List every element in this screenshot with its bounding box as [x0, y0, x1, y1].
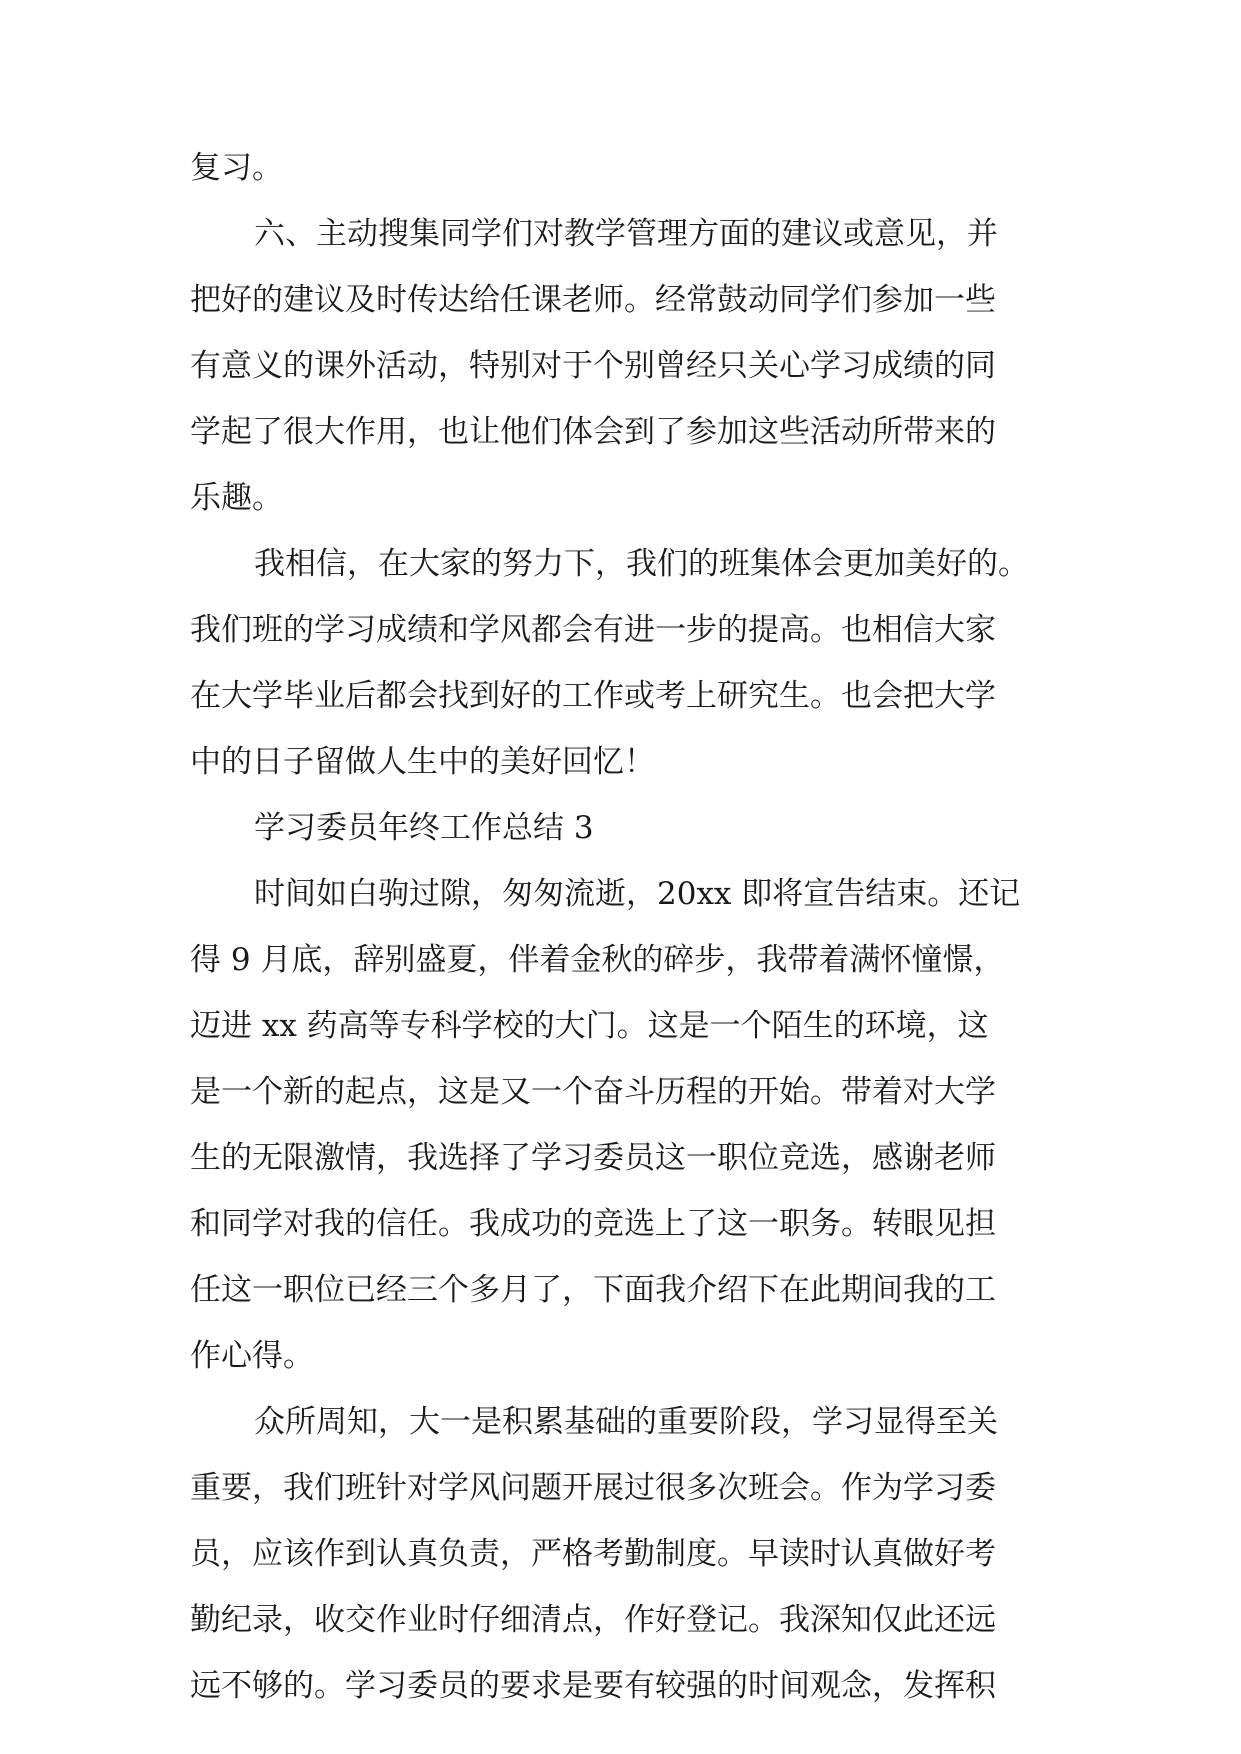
text-line: 远不够的。学习委员的要求是要有较强的时间观念，发挥积 — [190, 1668, 996, 1704]
text-line: 时间如白驹过隙，匆匆流逝，20xx 即将宣告结束。还记 — [254, 876, 1021, 912]
text-line: 重要，我们班针对学风问题开展过很多次班会。作为学习委 — [190, 1470, 996, 1506]
text-line: 我相信，在大家的努力下，我们的班集体会更加美好的。 — [254, 546, 1029, 582]
text-line: 是一个新的起点，这是又一个奋斗历程的开始。带着对大学 — [190, 1074, 996, 1110]
text-line: 在大学毕业后都会找到好的工作或考上研究生。也会把大学 — [190, 678, 996, 714]
text-line: 学起了很大作用，也让他们体会到了参加这些活动所带来的 — [190, 414, 996, 450]
text-line: 乐趣。 — [190, 480, 283, 516]
text-line: 员，应该作到认真负责，严格考勤制度。早读时认真做好考 — [190, 1536, 996, 1572]
text-line: 把好的建议及时传达给任课老师。经常鼓动同学们参加一些 — [190, 282, 996, 318]
text-line: 生的无限激情，我选择了学习委员这一职位竞选，感谢老师 — [190, 1140, 996, 1176]
text-line: 任这一职位已经三个多月了，下面我介绍下在此期间我的工 — [190, 1272, 996, 1308]
text-line: 有意义的课外活动，特别对于个别曾经只关心学习成绩的同 — [190, 348, 996, 384]
text-line: 勤纪录，收交作业时仔细清点，作好登记。我深知仅此还远 — [190, 1602, 996, 1638]
text-line: 复习。 — [190, 150, 283, 186]
text-line: 得 9 月底，辞别盛夏，伴着金秋的碎步，我带着满怀憧憬， — [190, 942, 1005, 978]
text-line: 和同学对我的信任。我成功的竞选上了这一职务。转眼见担 — [190, 1206, 996, 1242]
text-line: 我们班的学习成绩和学风都会有进一步的提高。也相信大家 — [190, 612, 996, 648]
text-line: 作心得。 — [190, 1338, 314, 1374]
text-line: 中的日子留做人生中的美好回忆！ — [190, 744, 655, 780]
text-line: 迈进 xx 药高等专科学校的大门。这是一个陌生的环境，这 — [190, 1008, 989, 1044]
section-heading: 学习委员年终工作总结 3 — [254, 810, 594, 846]
text-line: 众所周知，大一是积累基础的重要阶段，学习显得至关 — [254, 1404, 998, 1440]
text-line: 六、主动搜集同学们对教学管理方面的建议或意见，并 — [254, 216, 998, 252]
